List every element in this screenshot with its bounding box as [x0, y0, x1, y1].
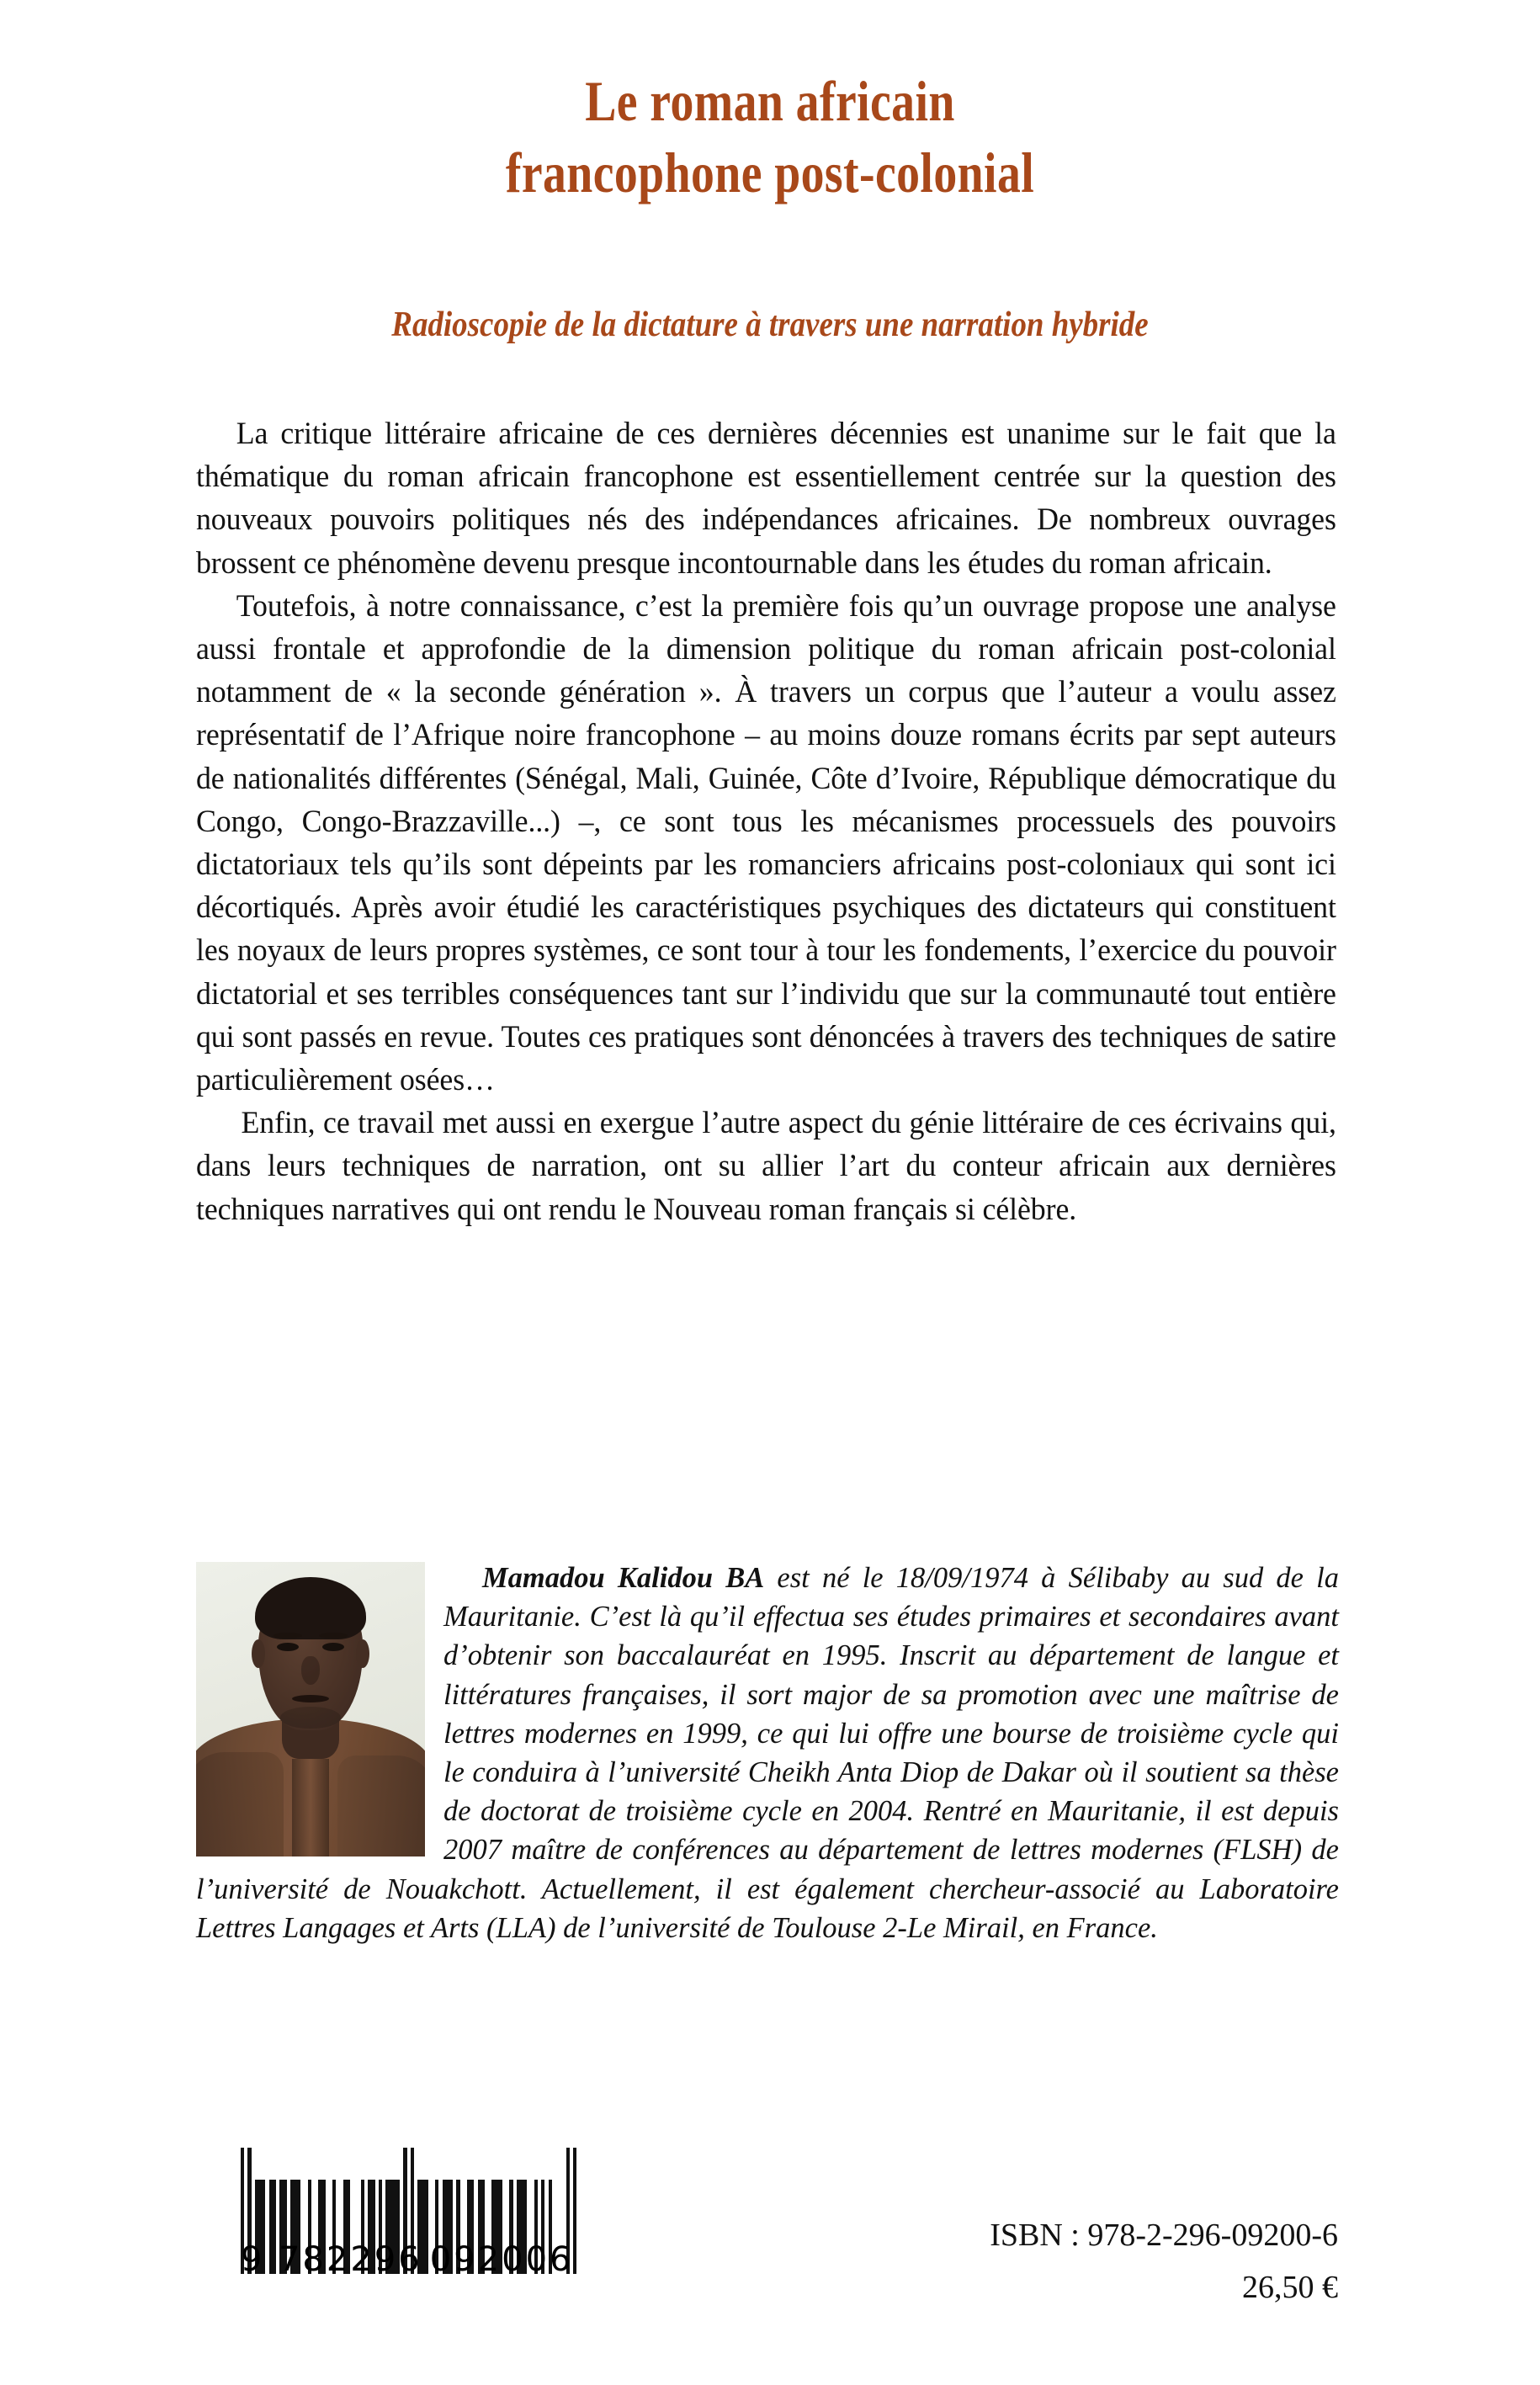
isbn-text: ISBN : 978-2-296-09200-6	[990, 2218, 1338, 2253]
author-bio-body: est né le 18/09/1974 à Sélibaby au sud de la Mauritanie. C’est là qu’il effectua ses études primaires et secondaires avant d’obtenir son baccalauréat en 1995. Inscrit au département de langue et littératures françaises, il sort major de sa promotion avec une maîtrise de lettres modernes en 1999, ce qui lui offre une bourse de troisième cycle qui le conduira à l’université Cheikh Anta Diop de Dakar où il soutient sa thèse de doctorat de troisième cycle en 2004. Rentré en Mauritanie, il est depuis 2007 maître de conférences au département de lettres modernes (FLSH) de l’université de Nouakchott. Actuellement, il est également chercheur-associé au Laboratoire Lettres Langages et Arts (LLA) de l’université de Toulouse 2-Le Mirail, en France.	[196, 1562, 1339, 1944]
author-photo	[196, 1562, 425, 1856]
title-line-1: Le roman africain	[585, 69, 955, 133]
photo-eye-left	[277, 1643, 299, 1651]
blurb-paragraph-3: Enfin, ce travail met aussi en exergue l’autre aspect du génie littéraire de ces écrivains qui, dans leurs techniques de narration, ont su allier l’art du conteur africain aux dernières techniques narratives qui ont rendu le Nouveau roman français si célèbre.	[196, 1106, 1336, 1227]
barcode-lead-digit: 9	[241, 2240, 265, 2279]
cover-subtitle: Radioscopie de la dictature à travers une narration hybride	[391, 305, 1149, 344]
cover-title	[0, 66, 1540, 209]
photo-eyebrow-right	[319, 1633, 348, 1639]
photo-shoulder-left	[196, 1752, 284, 1856]
barcode-right-group: 092006	[429, 2240, 574, 2279]
price-text: 26,50 €	[1242, 2270, 1338, 2305]
photo-eyebrow-left	[273, 1633, 302, 1639]
photo-ear-right	[356, 1639, 369, 1668]
isbn-price-block	[990, 2209, 1338, 2313]
author-bio	[196, 1559, 1339, 1947]
barcode-digits	[241, 2240, 577, 2279]
photo-robe-placket	[292, 1759, 329, 1856]
title-line-2: francophone post-colonial	[505, 141, 1035, 205]
barcode	[241, 2148, 577, 2279]
photo-nose	[301, 1656, 320, 1685]
photo-chin	[280, 1707, 341, 1729]
blurb-text	[196, 412, 1336, 1231]
author-name: Mamadou Kalidou BA	[482, 1562, 765, 1594]
photo-eye-right	[322, 1643, 344, 1651]
barcode-left-group: 782296	[278, 2240, 422, 2279]
photo-ear-left	[252, 1639, 265, 1668]
blurb-paragraph-1: La critique littéraire africaine de ces dernières décennies est unanime sur le fait que la thématique du roman africain francophone est essentiellement centrée sur la question des nouveaux pouvoirs politiques nés des indépendances africaines. De nombreux ouvrages brossent ce phénomène devenu presque incontournable dans les études du roman africain.	[196, 417, 1336, 581]
photo-shoulder-right	[337, 1756, 425, 1856]
blurb-paragraph-2: Toutefois, à notre connaissance, c’est la première fois qu’un ouvrage propose une analyse aussi frontale et approfondie de la dimension politique du roman africain post-colonial notamment de « la seconde génération ». À travers un corpus que l’auteur a voulu assez représentatif de l’Afrique noire francophone – au moins douze romans écrits par sept auteurs de nationalités différentes (Sénégal, Mali, Guinée, Côte d’Ivoire, République démocratique du Congo, Congo-Brazzaville...) –, ce sont tous les mécanismes processuels des pouvoirs dictatoriaux tels qu’ils sont dépeints par les romanciers africains post-coloniaux qui sont ici décortiqués. Après avoir étudié les caractéristiques psychiques des dictateurs qui constituent les noyaux de leurs propres systèmes, ce sont tour à tour les fondements, l’exercice du pouvoir dictatorial et ses terribles conséquences tant sur l’individu que sur la communauté tout entière qui sont passés en revue. Toutes ces pratiques sont dénoncées à travers des techniques de satire particulièrement osées…	[196, 588, 1336, 1098]
photo-mouth	[292, 1695, 329, 1702]
